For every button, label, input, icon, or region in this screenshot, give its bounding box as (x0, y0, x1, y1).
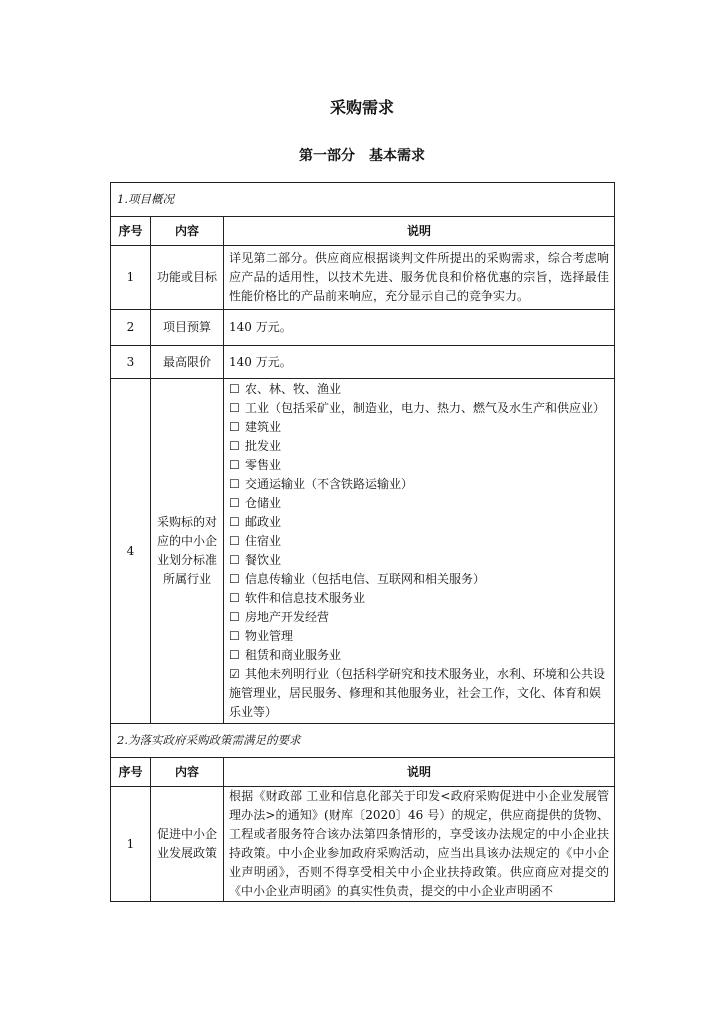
table-row (111, 379, 615, 724)
industry-option[interactable] (229, 646, 609, 665)
header-seq: 序号 (111, 217, 151, 246)
industry-option-label: 住宿业 (245, 534, 282, 548)
industry-option[interactable] (229, 513, 609, 532)
industry-option-label: 农、林、牧、渔业 (245, 382, 342, 396)
industry-option[interactable] (229, 665, 609, 722)
checkbox-icon[interactable]: ☐ (229, 534, 240, 548)
table-header-row (111, 758, 615, 787)
row-seq: 2 (111, 310, 151, 346)
checkbox-icon[interactable]: ☐ (229, 382, 240, 396)
industry-option-label: 邮政业 (245, 515, 282, 529)
section-heading-row (111, 724, 615, 758)
row-content: 采购标的对应的中小企业划分标准所属行业 (151, 379, 224, 724)
industry-option-label: 仓储业 (245, 496, 282, 510)
requirements-table (110, 182, 615, 902)
header-seq: 序号 (111, 758, 151, 787)
checkbox-icon[interactable]: ☐ (229, 458, 240, 472)
row-desc: 140 万元。 (224, 310, 615, 346)
table-header-row (111, 217, 615, 246)
checkbox-icon[interactable]: ☐ (229, 496, 240, 510)
checkbox-icon[interactable]: ☐ (229, 629, 240, 643)
checked-box-icon[interactable]: ☑ (229, 667, 240, 681)
industry-option-label: 租赁和商业服务业 (245, 648, 342, 662)
header-desc: 说明 (224, 758, 615, 787)
table-row (111, 346, 615, 379)
row-desc: 详见第二部分。供应商应根据谈判文件所提出的采购需求，综合考虑响应产品的适用性，以技术先进、服务优良和价格优惠的宗旨，选择最佳性能价格比的产品前来响应，充分显示自己的竞争实力。 (224, 246, 615, 310)
industry-option[interactable] (229, 418, 609, 437)
row-seq: 1 (111, 787, 151, 902)
header-desc: 说明 (224, 217, 615, 246)
checkbox-icon[interactable]: ☐ (229, 420, 240, 434)
industry-option-label: 批发业 (245, 439, 282, 453)
checkbox-icon[interactable]: ☐ (229, 553, 240, 567)
industry-option-label: 信息传输业（包括电信、互联网和相关服务） (245, 572, 486, 586)
industry-option[interactable] (229, 494, 609, 513)
industry-option-label: 软件和信息技术服务业 (245, 591, 366, 605)
header-content: 内容 (151, 758, 224, 787)
industry-option[interactable] (229, 399, 609, 418)
document-title: 采购需求 (329, 98, 394, 117)
checkbox-icon[interactable]: ☐ (229, 439, 240, 453)
industry-option[interactable] (229, 532, 609, 551)
document-subtitle: 第一部分 基本需求 (299, 148, 425, 164)
industry-option[interactable] (229, 456, 609, 475)
industry-option[interactable] (229, 551, 609, 570)
section-heading: 1.项目概况 (111, 183, 615, 217)
row-seq: 3 (111, 346, 151, 379)
row-content: 项目预算 (151, 310, 224, 346)
industry-option-label: 交通运输业（不含铁路运输业） (245, 477, 414, 491)
industry-option-label: 房地产开发经营 (245, 610, 330, 624)
industry-option-label: 餐饮业 (245, 553, 282, 567)
industry-option[interactable] (229, 589, 609, 608)
row-content: 促进中小企业发展政策 (151, 787, 224, 902)
checkbox-icon[interactable]: ☐ (229, 648, 240, 662)
row-content: 功能或目标 (151, 246, 224, 310)
industry-option-label: 建筑业 (245, 420, 282, 434)
table-row (111, 310, 615, 346)
checkbox-icon[interactable]: ☐ (229, 610, 240, 624)
checkbox-icon[interactable]: ☐ (229, 477, 240, 491)
header-content: 内容 (151, 217, 224, 246)
section-heading-row (111, 183, 615, 217)
checkbox-icon[interactable]: ☐ (229, 572, 240, 586)
checkbox-icon[interactable]: ☐ (229, 515, 240, 529)
industry-option[interactable] (229, 608, 609, 627)
section-heading: 2.为落实政府采购政策需满足的要求 (111, 724, 615, 758)
checkbox-icon[interactable]: ☐ (229, 401, 240, 415)
industry-option-label: 零售业 (245, 458, 282, 472)
row-content: 最高限价 (151, 346, 224, 379)
row-desc: 140 万元。 (224, 346, 615, 379)
industry-option-label: 其他未列明行业（包括科学研究和技术服务业，水利、环境和公共设施管理业，居民服务、修理和其他服务业，社会工作，文化、体育和娱乐业等） (229, 667, 606, 719)
row-seq: 4 (111, 379, 151, 724)
industry-option[interactable] (229, 475, 609, 494)
industry-option[interactable] (229, 627, 609, 646)
industry-checklist (224, 379, 615, 724)
industry-option[interactable] (229, 437, 609, 456)
industry-option[interactable] (229, 570, 609, 589)
industry-option-label: 工业（包括采矿业，制造业，电力、热力、燃气及水生产和供应业） (245, 401, 606, 415)
row-seq: 1 (111, 246, 151, 310)
industry-option-label: 物业管理 (245, 629, 294, 643)
row-desc: 根据《财政部 工业和信息化部关于印发<政府采购促进中小企业发展管理办法>的通知》(财库〔2020〕46 号）的规定，供应商提供的货物、工程或者服务符合该办法第四条情形的，享受该办法规定的中小企业扶持政策。中小企业参加政府采购活动，应当出具该办法规定的《中小企业声明函》，否则不得享受相关中小企业扶持政策。供应商应对提交的《中小企业声明函》的真实性负责，提交的中小企业声明函不 (224, 787, 615, 902)
checkbox-icon[interactable]: ☐ (229, 591, 240, 605)
table-row (111, 787, 615, 902)
industry-option[interactable] (229, 380, 609, 399)
table-row (111, 246, 615, 310)
